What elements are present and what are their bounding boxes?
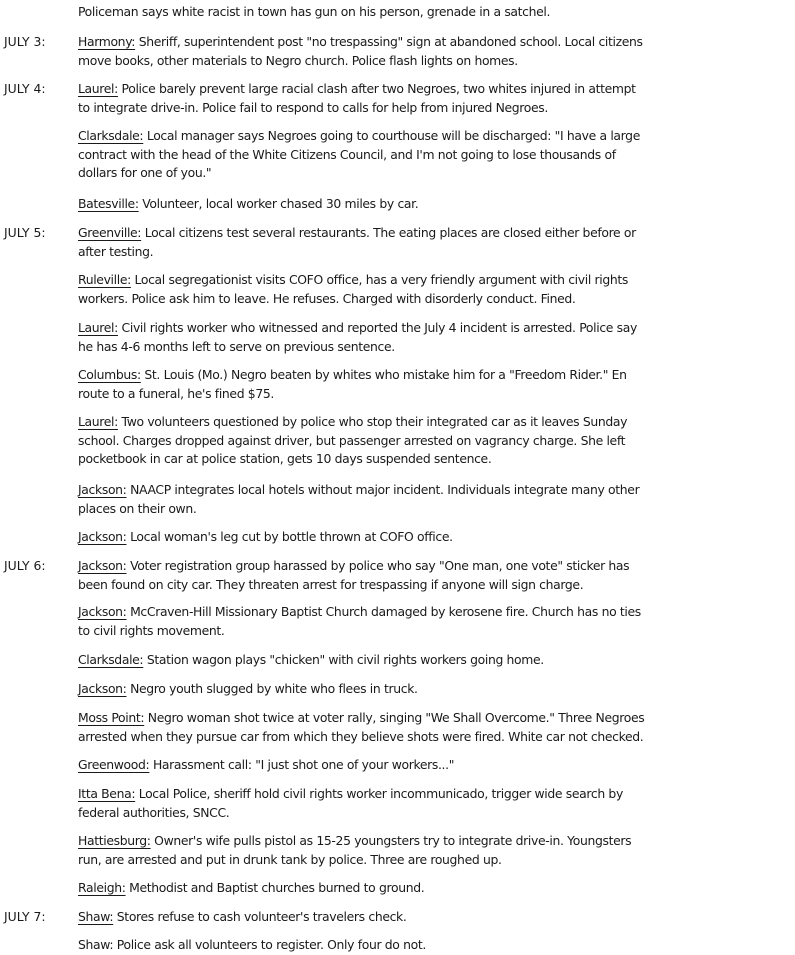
- place-name: Shaw:: [78, 909, 114, 924]
- incident-entry: [78, 557, 790, 594]
- incident-entry: [78, 785, 790, 822]
- incident-entry: [78, 651, 790, 670]
- place-name: Laurel:: [78, 320, 118, 335]
- entry-text: run, are arrested and put in drunk tank by police. Three are roughed up.: [78, 851, 502, 867]
- incident-entry: [78, 224, 790, 261]
- entry-text: Moss Point: Negro woman shot twice at voter rally, singing "We Shall Overcome." Three Negroes: [78, 710, 645, 725]
- incident-entry: [78, 603, 790, 640]
- entry-text: places on their own.: [78, 500, 197, 516]
- date-july-7: JULY 7:: [4, 909, 46, 924]
- place-name: Moss Point:: [78, 710, 145, 725]
- place-name: Raleigh:: [78, 880, 126, 895]
- entry-text: dollars for one of you.": [78, 165, 212, 180]
- entry-text: route to a funeral, he's fined $75.: [78, 385, 274, 401]
- entry-text: Jackson: Negro youth slugged by white who flees in truck.: [78, 681, 418, 696]
- place-name: Harmony:: [78, 34, 136, 49]
- date-july-5: JULY 5:: [4, 225, 46, 240]
- entry-text: Harmony: Sheriff, superintendent post "no trespassing" sign at abandoned school. Local citizens: [78, 34, 643, 49]
- entry-text: Itta Bena: Local Police, sheriff hold civil rights worker incommunicado, trigger wide search by: [78, 786, 623, 801]
- entry-text: Laurel: Two volunteers questioned by police who stop their integrated car as it leaves Sunday: [78, 414, 628, 429]
- entry-text: Jackson: Voter registration group harassed by police who say "One man, one vote" sticker has: [78, 558, 630, 573]
- entry-text: Ruleville: Local segregationist visits COFO office, has a very friendly argument with civil rights: [78, 272, 628, 287]
- date-july-4: JULY 4:: [4, 81, 46, 96]
- place-name: Batesville:: [78, 196, 139, 211]
- intro-line: [78, 3, 790, 22]
- incident-entry: [78, 413, 790, 469]
- entry-text: move books, other materials to Negro church. Police flash lights on homes.: [78, 52, 518, 68]
- entry-text: contract with the head of the White Citizens Council, and I'm not going to lose thousands of: [78, 146, 616, 162]
- entry-text: Batesville: Volunteer, local worker chased 30 miles by car.: [78, 196, 419, 211]
- incident-entry: [78, 319, 790, 356]
- entry-text: Jackson: McCraven-Hill Missionary Baptist Church damaged by kerosene fire. Church has no ties: [78, 604, 641, 619]
- incident-entry: [78, 936, 790, 955]
- entry-text: Laurel: Police barely prevent large racial clash after two Negroes, two whites injured in attempt: [78, 81, 636, 96]
- incident-entry: [78, 832, 790, 869]
- entry-text: Shaw: Police ask all volunteers to register. Only four do not.: [78, 937, 426, 952]
- incident-entry: [78, 127, 790, 183]
- place-name: Greenville:: [78, 225, 142, 240]
- date-july-3: JULY 3:: [4, 34, 46, 49]
- entry-text: Columbus: St. Louis (Mo.) Negro beaten by whites who mistake him for a "Freedom Rider." En: [78, 367, 627, 382]
- entry-text: he has 4-6 months left to serve on previous sentence.: [78, 338, 395, 354]
- incident-entry: [78, 709, 790, 746]
- place-name: Itta Bena:: [78, 786, 136, 801]
- incident-entry: [78, 879, 790, 898]
- entry-text: to integrate drive-in. Police fail to respond to calls for help from injured Negroes.: [78, 99, 548, 115]
- place-name: Laurel:: [78, 414, 118, 429]
- place-name: Jackson:: [78, 558, 127, 573]
- entry-text: Greenwood: Harassment call: "I just shot one of your workers...": [78, 757, 455, 772]
- incident-entry: [78, 366, 790, 403]
- entry-text: pocketbook in car at police station, gets 10 days suspended sentence.: [78, 451, 492, 466]
- entry-text: arrested when they pursue car from which they believe shots were fired. White car not checked.: [78, 728, 644, 744]
- place-name: Jackson:: [78, 681, 127, 696]
- place-name: Laurel:: [78, 81, 118, 96]
- incident-entry: [78, 908, 790, 927]
- place-name: Jackson:: [78, 529, 127, 544]
- incident-entry: [78, 271, 790, 308]
- entry-text: workers. Police ask him to leave. He refuses. Charged with disorderly conduct. Fined.: [78, 290, 576, 306]
- place-name: Clarksdale:: [78, 652, 144, 667]
- entry-text: school. Charges dropped against driver, but passenger arrested on vagrancy charge. She left: [78, 432, 626, 448]
- entry-text: Shaw: Stores refuse to cash volunteer's travelers check.: [78, 909, 407, 924]
- incident-entry: [78, 680, 790, 699]
- incident-entry: [78, 481, 790, 518]
- place-name: Clarksdale:: [78, 128, 144, 143]
- incident-entry: [78, 756, 790, 775]
- place-name: Jackson:: [78, 604, 127, 619]
- entry-text: federal authorities, SNCC.: [78, 804, 230, 820]
- entry-text: Greenville: Local citizens test several restaurants. The eating places are closed either before or: [78, 225, 636, 240]
- incident-entry: [78, 80, 790, 117]
- entry-text: Clarksdale: Station wagon plays "chicken" with civil rights workers going home.: [78, 652, 544, 667]
- place-name: Hattiesburg:: [78, 833, 151, 848]
- incident-entry: [78, 33, 790, 70]
- incident-entry: [78, 195, 790, 214]
- entry-text: Jackson: Local woman's leg cut by bottle thrown at COFO office.: [78, 529, 453, 544]
- entry-text: Laurel: Civil rights worker who witnessed and reported the July 4 incident is arrested. Police say: [78, 320, 637, 335]
- entry-text: to civil rights movement.: [78, 622, 225, 638]
- entry-text: Clarksdale: Local manager says Negroes going to courthouse will be discharged: "I have a large: [78, 128, 640, 143]
- entry-text: Policeman says white racist in town has gun on his person, grenade in a satchel.: [78, 4, 551, 19]
- incident-entry: [78, 528, 790, 547]
- entry-text: after testing.: [78, 243, 154, 259]
- entry-text: Jackson: NAACP integrates local hotels without major incident. Individuals integrate many other: [78, 482, 640, 497]
- entry-text: Raleigh: Methodist and Baptist churches burned to ground.: [78, 880, 425, 895]
- place-name: Ruleville:: [78, 272, 131, 287]
- place-name: Jackson:: [78, 482, 127, 497]
- entry-text: been found on city car. They threaten arrest for trespassing if anyone will sign charge.: [78, 576, 584, 592]
- place-name: Columbus:: [78, 367, 141, 382]
- place-name: Greenwood:: [78, 757, 150, 772]
- entry-text: Hattiesburg: Owner's wife pulls pistol as 15-25 youngsters try to integrate drive-in. Youngsters: [78, 833, 632, 848]
- date-july-6: JULY 6:: [4, 558, 46, 573]
